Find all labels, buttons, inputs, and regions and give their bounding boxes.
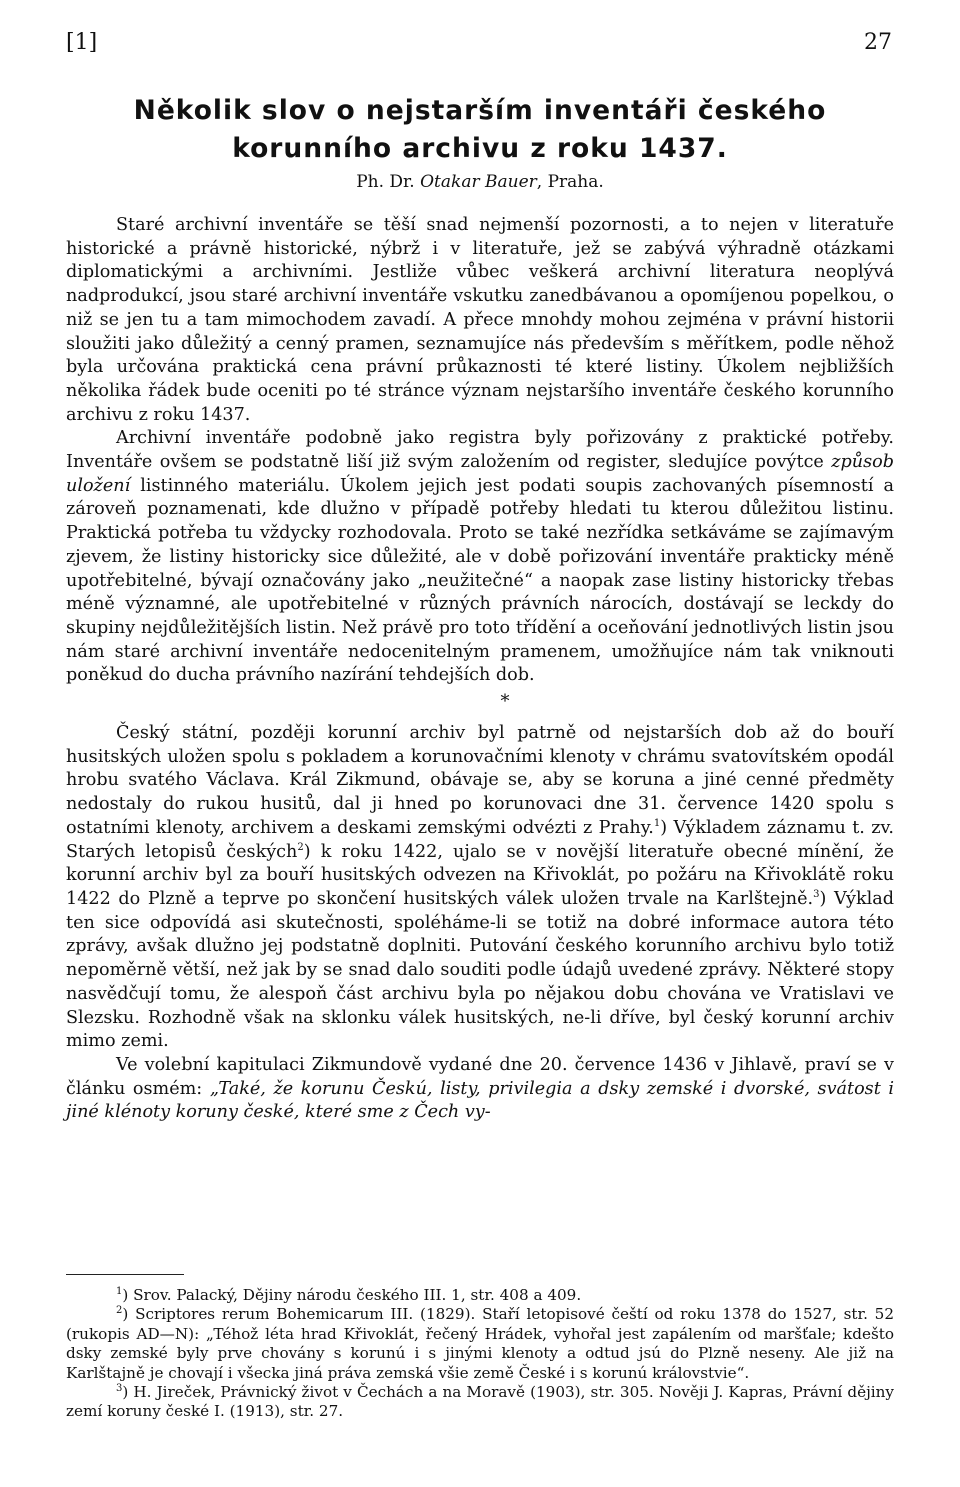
footnote-ref-3: 3 xyxy=(813,889,820,901)
article-body xyxy=(66,214,894,1125)
footnote-3-mark: 3 xyxy=(116,1382,123,1394)
footnotes xyxy=(66,1286,894,1422)
footnote-3-text: ) H. Jireček, Právnický život v Čechách a na Moravě (1903), str. 305. Nověji J. Kapras, Právní dějiny zemí koruny české I. (1913), str. 27. xyxy=(66,1383,894,1421)
paragraph-4-quotation: „Také, že korunu Českú, listy, privilegia a dsky zemské i dvorské, svátost i jiné klénoty koruny české, které sme z Čech vy- xyxy=(66,1078,895,1123)
section-mark: [1] xyxy=(66,30,98,55)
footnote-ref-2: 2 xyxy=(297,841,304,853)
author-place: , Praha. xyxy=(536,172,604,192)
footnote-1-text: ) Srov. Palacký, Dějiny národu českého III. 1, str. 408 a 409. xyxy=(122,1286,582,1304)
paragraph-3 xyxy=(66,722,894,1054)
paragraph-3-text-d: ) Výklad ten sice odpovídá asi skutečnosti, spoléháme-li se totiž na dobré informace autora této zprávy, avšak dlužno jej podstatně doplniti. Putování českého korunního archivu bylo totiž nepoměrně větší, než jak by se snad dalo souditi podle údajů uvedené zprávy. Některé stopy nasvědčují tomu, že alespoň část archivu byla po nějakou dobu chována ve Vratislavi ve Slezsku. Rozhodně však na sklonku válek husitských, ne-li dříve, byl český korunní archiv mimo zemi. xyxy=(66,888,894,1052)
paragraph-2-text-b: listinného materiálu. Úkolem jejich jest podati soupis zachovaných písemností a zároveň poznamenati, kde dlužno v případě potřeby hledati tu kterou důležitou listinu. Praktická potřeba tu vždycky rozhodovala. Proto se také nezřídka setkáváme se zajímavým zjevem, že listiny historicky sice důležité, ale v době pořizování inventáře prakticky méně upotřebitelné, bývají označovány jako „neužitečné“ a naopak zase listiny historicky třebas méně významné, ale upotřebitelné v různých právních nárocích, dostávají se leckdy do skupiny nejdůležitějších listin. Než právě pro toto třídění a oceňování jednotlivých listin jsou nám staré archivní inventáře nedocenitelným pramenem, umožňujíce nám tak vniknouti poněkud do ducha právního nazírání tehdejších dob. xyxy=(66,475,894,686)
paragraph-3-text-a: Český státní, později korunní archiv byl patrně od nejstarších dob až do bouří husitských uložen spolu s pokladem a korunovačními klenoty v chrámu svatovítském opodál hrobu svatého Václava. Král Zikmund, obávaje se, aby se koruna a jiné cenné předměty nedostaly do rukou husitů, dal ji hned po korunovaci dne 31. července 1420 spolu s ostatními klenoty, archivem a deskami zemskými odvézti z Prahy. xyxy=(66,723,894,838)
paragraph-1: Staré archivní inventáře se těší snad nejmenší pozornosti, a to nejen v literatuře historické a právně historické, nýbrž i v literatuře, jež se zabývá výhradně otázkami diplomatickými a archivními. Jestliže vůbec veškerá archivní literatura neoplývá nadprodukcí, jsou staré archivní inventáře vskutku zanedbávanou a opomíjenou popelkou, o niž se jen tu a tam mimochodem zavadí. A přece mnohdy mohou zejména v právní historii sloužiti jako důležitý a cenný pramen, seznamujíce nás především s měřítkem, podle něhož byla určována praktická cena právní průkaznosti té které listiny. Úkolem nejbližších několika řádek bude oceniti po té stránce význam nejstaršího inventáře českého korunního archivu z roku 1437. xyxy=(66,215,894,425)
author-line xyxy=(66,172,894,192)
footnote-2-mark: 2 xyxy=(116,1305,123,1317)
title-line-1: Několik slov o nejstarším inventáři českého xyxy=(133,95,827,126)
paragraph-4 xyxy=(66,1054,894,1125)
article-title xyxy=(66,92,894,168)
footnote-2 xyxy=(66,1305,894,1383)
paragraph-2-text-a: Archivní inventáře podobně jako registra byly pořizovány z praktické potřeby. Inventáře ovšem se podstatně liší již svým založením od register, sledujíce povýtce xyxy=(66,428,894,473)
footnote-3 xyxy=(66,1383,894,1422)
page-number: 27 xyxy=(864,30,892,55)
paragraph-3-text-b: ) Výkladem záznamu t. zv. Starých letopisů českých xyxy=(66,817,894,862)
footnote-1-mark: 1 xyxy=(116,1285,123,1297)
paragraph-2-emphasis: způsob uložení xyxy=(66,452,895,496)
paragraph-2 xyxy=(66,427,894,688)
paragraph-3-text-c: ) k roku 1422, ujalo se v novější literatuře obecné mínění, že korunní archiv byl za bouří husitských odvezen na Křivoklát, po požáru na Křivoklátě roku 1422 do Plzně a teprve po skončení husitských válek uložen trvale na Karlštejně. xyxy=(66,841,894,909)
footnote-divider xyxy=(66,1274,184,1275)
paragraph-4-text: Ve volební kapitulaci Zikmundově vydané dne 20. července 1436 v Jihlavě, praví se v článku osmém: xyxy=(66,1054,894,1099)
footnote-ref-1: 1 xyxy=(653,818,661,830)
footnote-2-text: ) Scriptores rerum Bohemicarum III. (1829). Staří letopisové čeští od roku 1378 do 1527, str. 52 (rukopis AD—N): „Téhož léta hrad Křivoklát, řečený Hrádek, vyhořal jest zapálením od maršťale; kdešto dsky zemské byly prve chovány s korunú i s jinými klenoty a odtud jsú do Plzně neseny. Ale již na Karlštajně je chovají i všecka jiná práva zemská všie země České i s korunú královstvie“. xyxy=(66,1305,894,1382)
section-separator: * xyxy=(500,691,510,713)
author-prefix: Ph. Dr. xyxy=(356,172,415,192)
title-line-2: korunního archivu z roku 1437. xyxy=(232,133,728,164)
author-name: Otakar Bauer xyxy=(420,172,537,192)
footnote-1 xyxy=(66,1286,894,1305)
